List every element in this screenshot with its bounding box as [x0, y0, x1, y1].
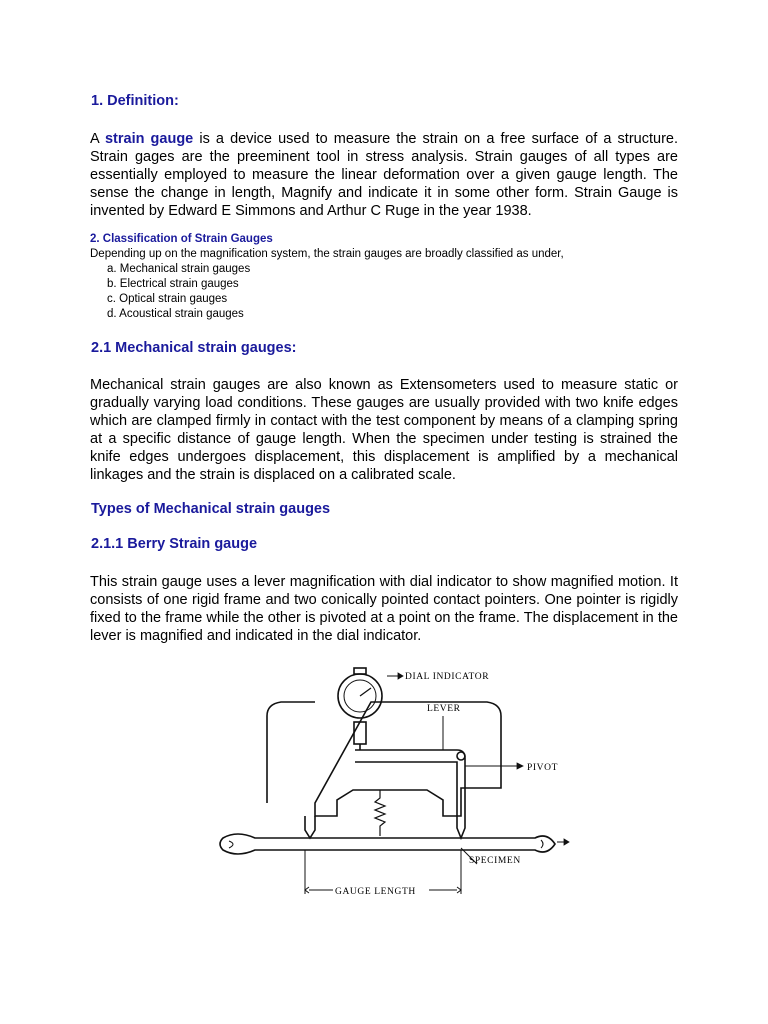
label-dial-indicator: DIAL INDICATOR — [405, 672, 490, 682]
label-gauge-length: GAUGE LENGTH — [335, 887, 416, 897]
clamping-spring — [375, 790, 385, 836]
definition-text: is a device used to measure the strain on a free surface of a structure. Strain gages are the preeminent tool in stress analysis. Strain gauges of all types are essentially employed to measure the linear deformation over a given gauge length. The sense the change in length, Magnify and indicate it in some other form. Strain Gauge is invented by Edward E Simmons and Arthur C Ruge in the year 1938. — [90, 131, 678, 219]
classification-item-acoustical: d. Acoustical strain gauges — [107, 308, 244, 320]
label-specimen: SPECIMEN — [469, 856, 521, 866]
strain-gauge-term: strain gauge — [104, 131, 194, 147]
definition-paragraph — [90, 130, 678, 220]
label-lever: LEVER — [427, 704, 461, 714]
definition-lead: A — [90, 131, 105, 147]
pivot-point — [457, 752, 465, 760]
label-pivot: PIVOT — [527, 763, 558, 773]
rigid-frame — [267, 702, 501, 816]
mechanical-paragraph: Mechanical strain gauges are also known as Extensometers used to measure static or gradually varying load conditions. These gauges are usually provided with two knife edges which are clamped firmly in contact with the test component by means of a clamping spring at a specific distance of gauge length. When the specimen under testing is strained the knife edges undergoes displacement, this displacement is amplified by a mechanical linkages and the strain is displaced on a calibrated scale. — [90, 377, 678, 483]
classification-item-mechanical: a. Mechanical strain gauges — [107, 263, 251, 275]
specimen-bar — [220, 834, 555, 854]
types-heading: Types of Mechanical strain gauges — [91, 501, 331, 517]
berry-strain-gauge-figure — [215, 658, 575, 920]
berry-heading: 2.1.1 Berry Strain gauge — [91, 536, 258, 552]
definition-heading: 1. Definition: — [91, 93, 179, 109]
classification-intro: Depending up on the magnification system, the strain gauges are broadly classified as under, — [90, 248, 564, 260]
classification-item-electrical: b. Electrical strain gauges — [107, 278, 239, 290]
lever — [355, 750, 465, 838]
classification-heading: 2. Classification of Strain Gauges — [90, 233, 273, 245]
classification-item-optical: c. Optical strain gauges — [107, 293, 228, 305]
mechanical-heading: 2.1 Mechanical strain gauges: — [91, 340, 297, 356]
berry-paragraph: This strain gauge uses a lever magnification with dial indicator to show magnified motion. It consists of one rigid frame and two conically pointed contact pointers. One pointer is rigidly fixed to the frame while the other is pivoted at a point on the frame. The displacement in the lever is magnified and indicated in the dial indicator. — [90, 574, 678, 644]
